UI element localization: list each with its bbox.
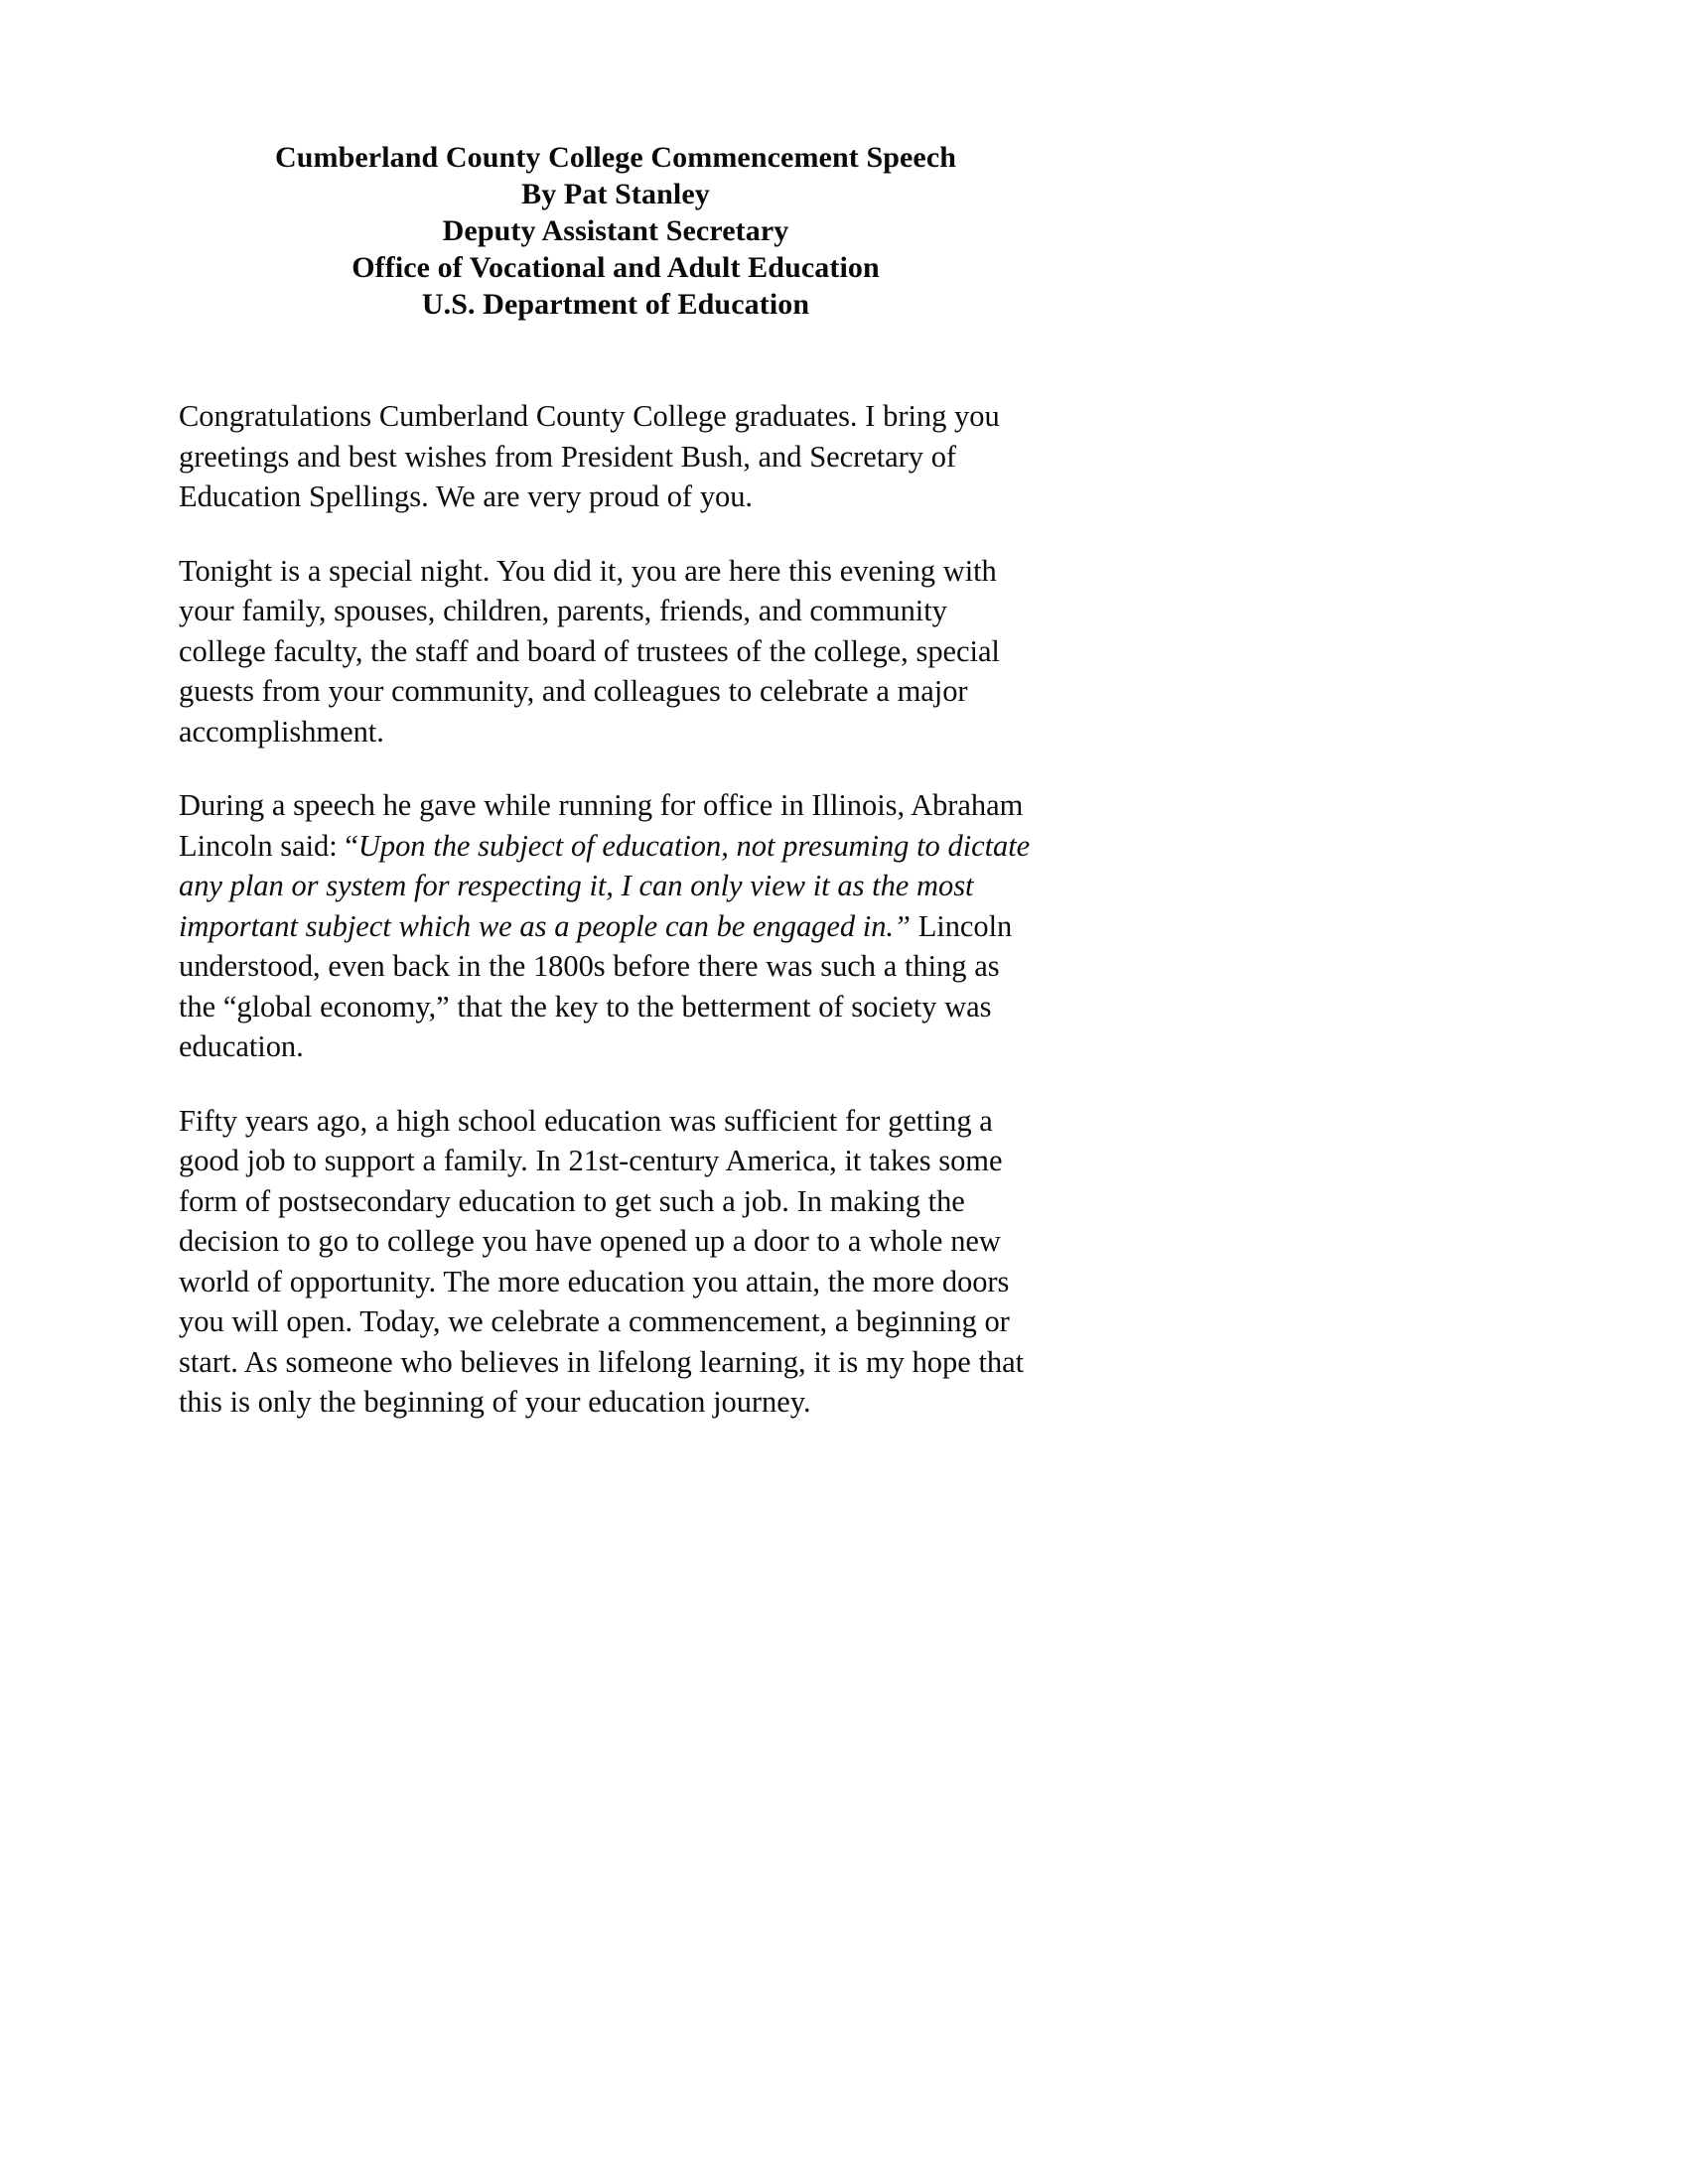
paragraph-tonight: Tonight is a special night. You did it, you are here this evening with your family, spouses, children, parents, friends, and community college faculty, the staff and board of trustees of the college, special guests from your community, and colleagues to celebrate a major accomplishment. — [179, 553, 1000, 749]
heading-line-title: Cumberland County College Commencement Speech — [274, 141, 957, 174]
heading-line-job-title: Deputy Assistant Secretary — [442, 214, 789, 247]
lincoln-quote-italic: Upon the subject of education, not presuming to dictate any plan or system for respecting it, I can only view it as the most important subject which we as a people can be engaged in.” — [179, 828, 1031, 943]
heading-line-department: U.S. Department of Education — [421, 288, 810, 321]
document-body — [0, 396, 1035, 1423]
lincoln-quote-lead: During a speech he gave while running for office in Illinois, Abraham Lincoln said: “ — [179, 788, 1024, 863]
paragraph-fifty-years: Fifty years ago, a high school education was sufficient for getting a good job to support a family. In 21st-century America, it takes some form of postsecondary education to get such a job. In making the decision to go to college you have opened up a door to a whole new world of opportunity. The more education you attain, the more doors you will open. Today, we celebrate a commencement, a beginning or start. As someone who believes in lifelong learning, it is my hope that this is only the beginning of your education journey. — [179, 1103, 1025, 1419]
heading-line-office: Office of Vocational and Adult Education — [352, 251, 880, 284]
lincoln-quote-tail: Lincoln understood, even back in the 1800s before there was such a thing as the “global economy,” that the key to the betterment of society was education. — [179, 908, 1013, 1063]
document-heading — [0, 0, 1231, 323]
paragraph-lincoln-quote — [179, 785, 1035, 1067]
paragraph-congratulations: Congratulations Cumberland County College graduates. I bring you greetings and best wishes from President Bush, and Secretary of Education Spellings. We are very proud of you. — [179, 399, 1000, 513]
heading-line-author: By Pat Stanley — [521, 178, 710, 210]
